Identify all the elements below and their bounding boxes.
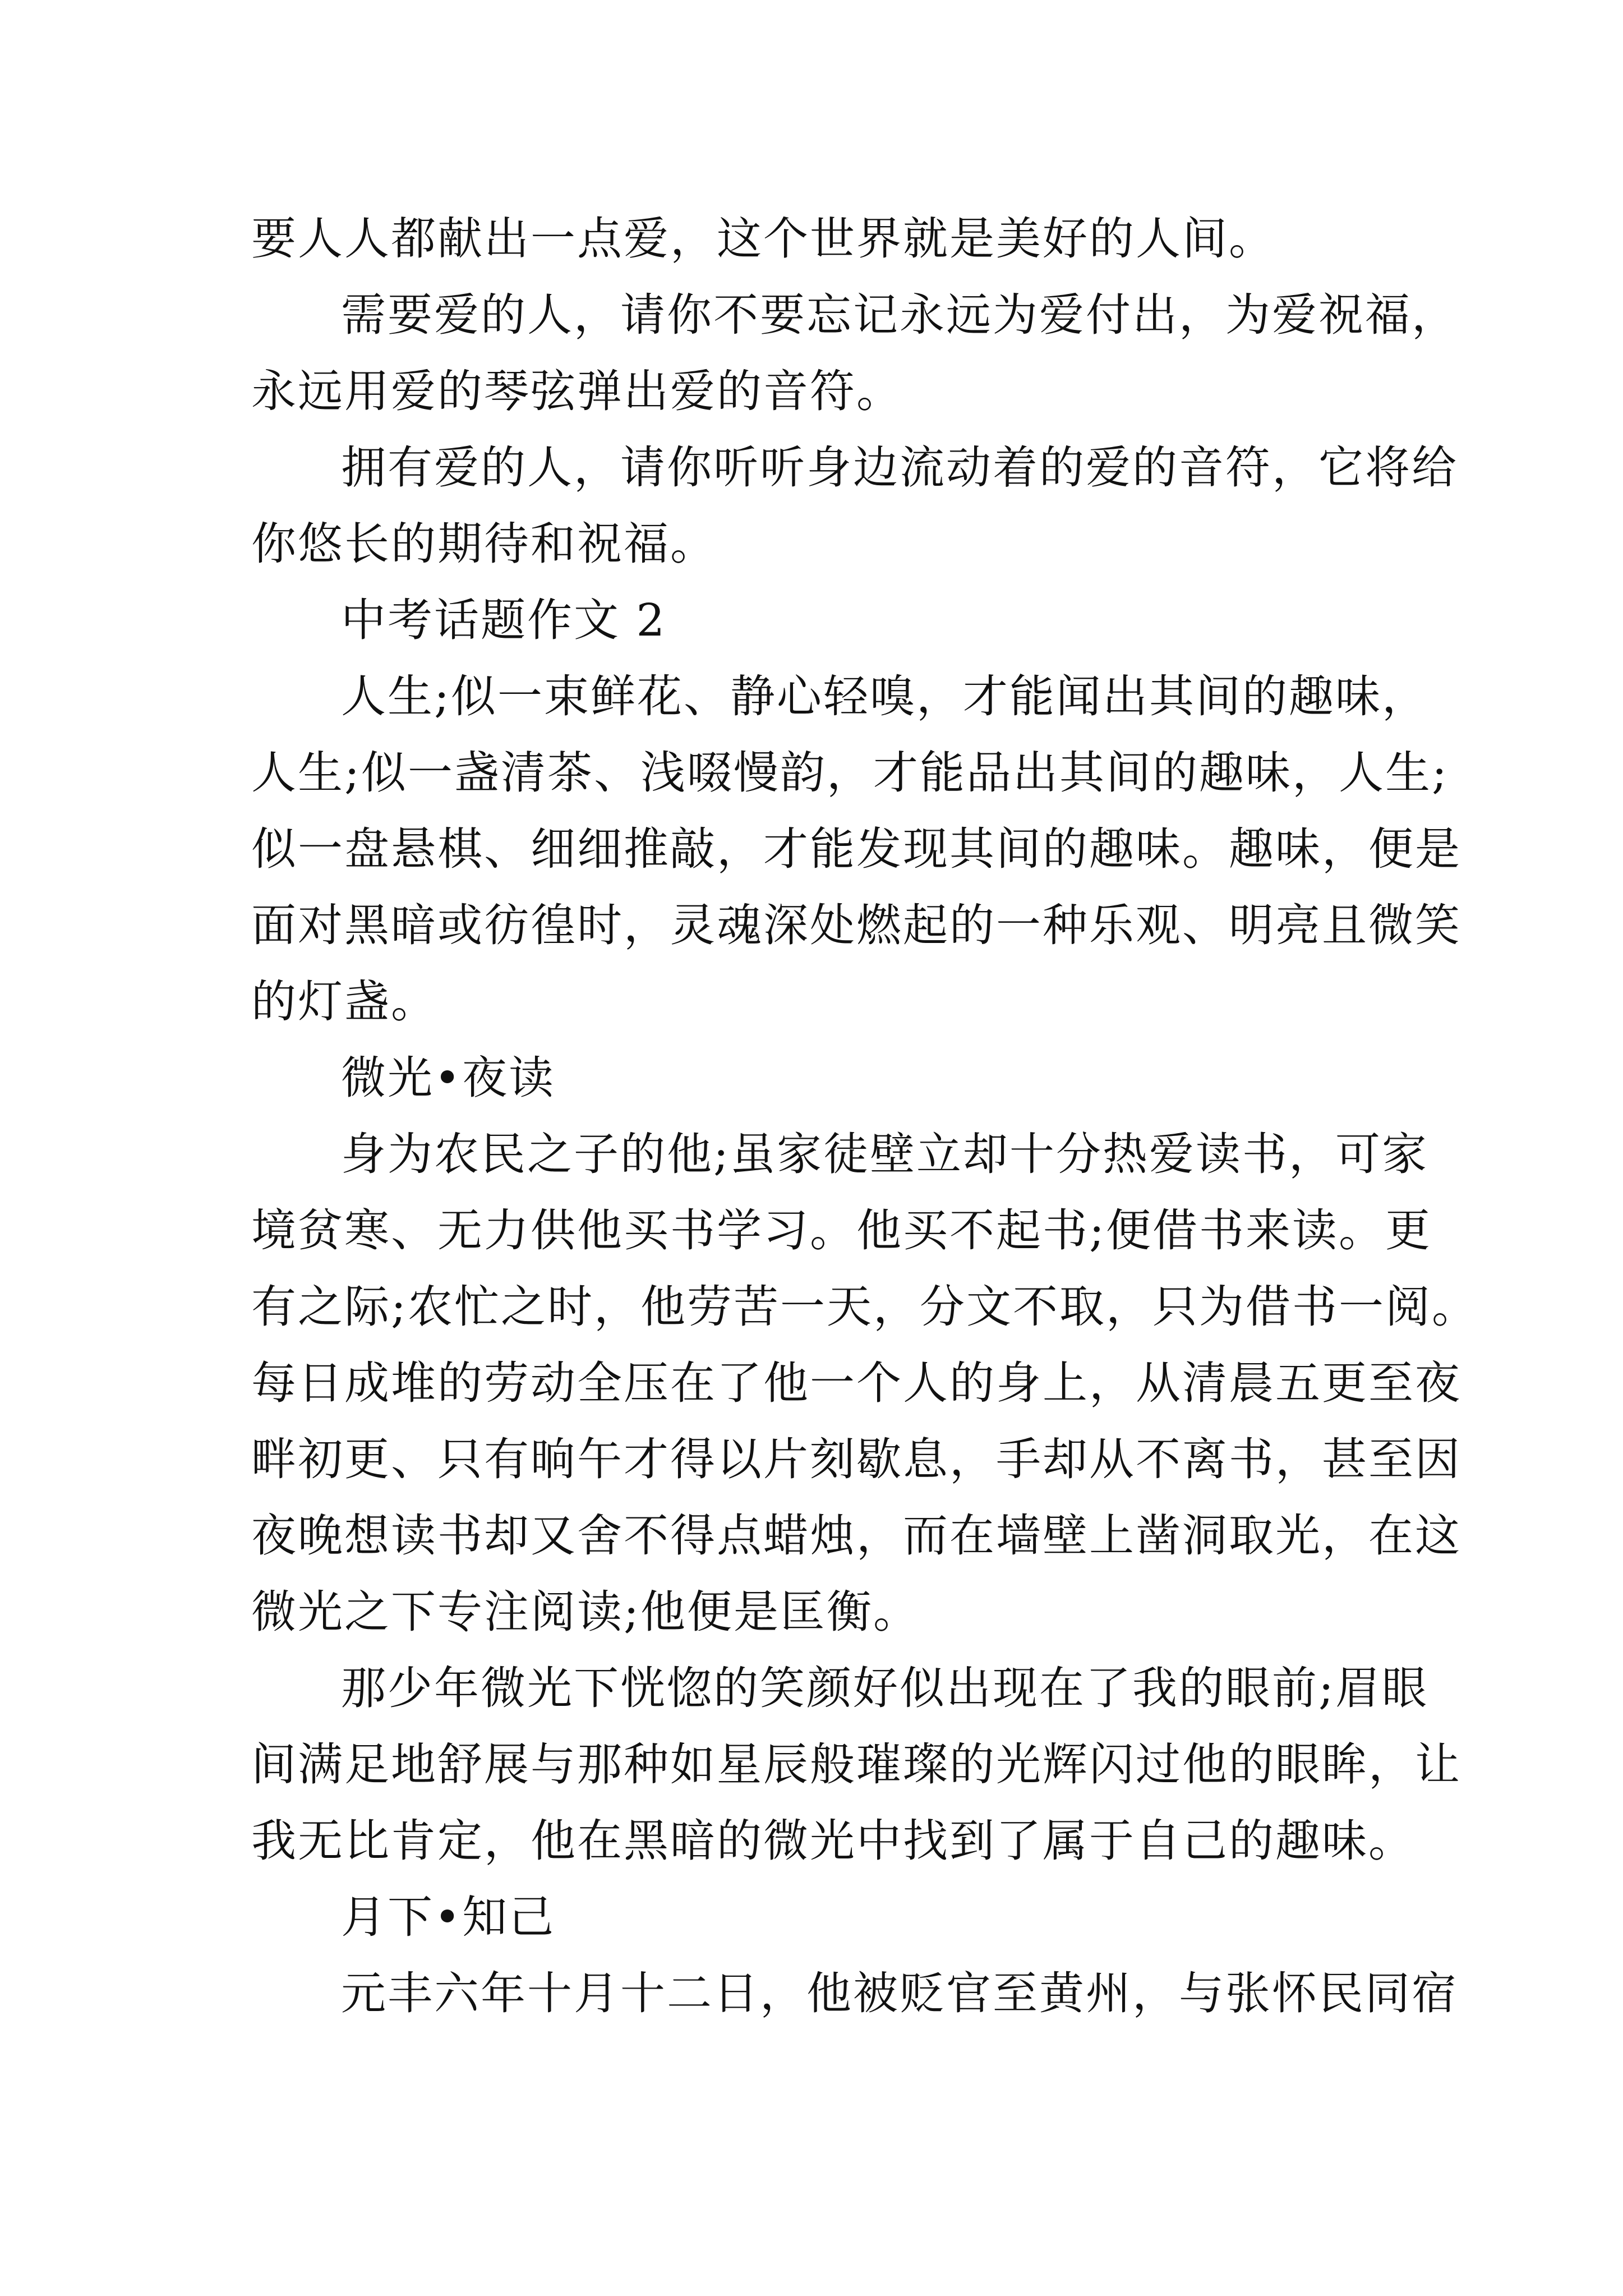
text-line: 我无比肯定，他在黑暗的微光中找到了属于自己的趣味。 bbox=[251, 1815, 1415, 1867]
text-line: 那少年微光下恍惚的笑颜好似出现在了我的眼前;眉眼 bbox=[341, 1662, 1428, 1714]
text-line: 永远用爱的琴弦弹出爱的音符。 bbox=[251, 365, 903, 417]
text-line: 间满足地舒展与那种如星辰般璀璨的光辉闪过他的眼眸，让 bbox=[251, 1738, 1461, 1791]
text-line: 畔初更、只有晌午才得以片刻歇息，手却从不离书，甚至因 bbox=[251, 1433, 1461, 1485]
text-line: 需要爱的人，请你不要忘记永远为爱付出，为爱祝福， bbox=[341, 289, 1458, 341]
text-line: 有之际;农忙之时，他劳苦一天，分文不取，只为借书一阅。 bbox=[251, 1281, 1478, 1333]
subsection-heading: 微光•夜读 bbox=[341, 1052, 556, 1104]
document-body bbox=[251, 201, 1478, 2032]
text-line: 似一盘悬棋、细细推敲，才能发现其间的趣味。趣味，便是 bbox=[251, 823, 1461, 875]
text-line: 元丰六年十月十二日，他被贬官至黄州，与张怀民同宿 bbox=[341, 1967, 1458, 2019]
text-line: 拥有爱的人，请你听听身边流动着的爱的音符，它将给 bbox=[341, 441, 1458, 494]
text-line: 你悠长的期待和祝福。 bbox=[251, 518, 717, 570]
text-line: 人生;似一盏清茶、浅啜慢韵，才能品出其间的趣味，人生; bbox=[251, 747, 1449, 799]
text-line: 的灯盏。 bbox=[251, 976, 437, 1028]
section-heading: 中考话题作文 2 bbox=[341, 594, 667, 646]
subsection-heading: 月下•知己 bbox=[341, 1891, 556, 1943]
text-line: 微光之下专注阅读;他便是匡衡。 bbox=[251, 1586, 920, 1638]
text-line: 身为农民之子的他;虽家徒壁立却十分热爱读书，可家 bbox=[341, 1128, 1428, 1180]
text-line: 要人人都献出一点爱，这个世界就是美好的人间。 bbox=[251, 213, 1275, 265]
text-line: 夜晚想读书却又舍不得点蜡烛，而在墙壁上凿洞取光，在这 bbox=[251, 1510, 1461, 1562]
text-line: 面对黑暗或彷徨时，灵魂深处燃起的一种乐观、明亮且微笑 bbox=[251, 899, 1461, 951]
text-line: 境贫寒、无力供他买书学习。他买不起书;便借书来读。更 bbox=[251, 1204, 1432, 1257]
text-line: 人生;似一束鲜花、静心轻嗅，才能闻出其间的趣味， bbox=[341, 670, 1428, 723]
text-line: 每日成堆的劳动全压在了他一个人的身上，从清晨五更至夜 bbox=[251, 1357, 1461, 1409]
